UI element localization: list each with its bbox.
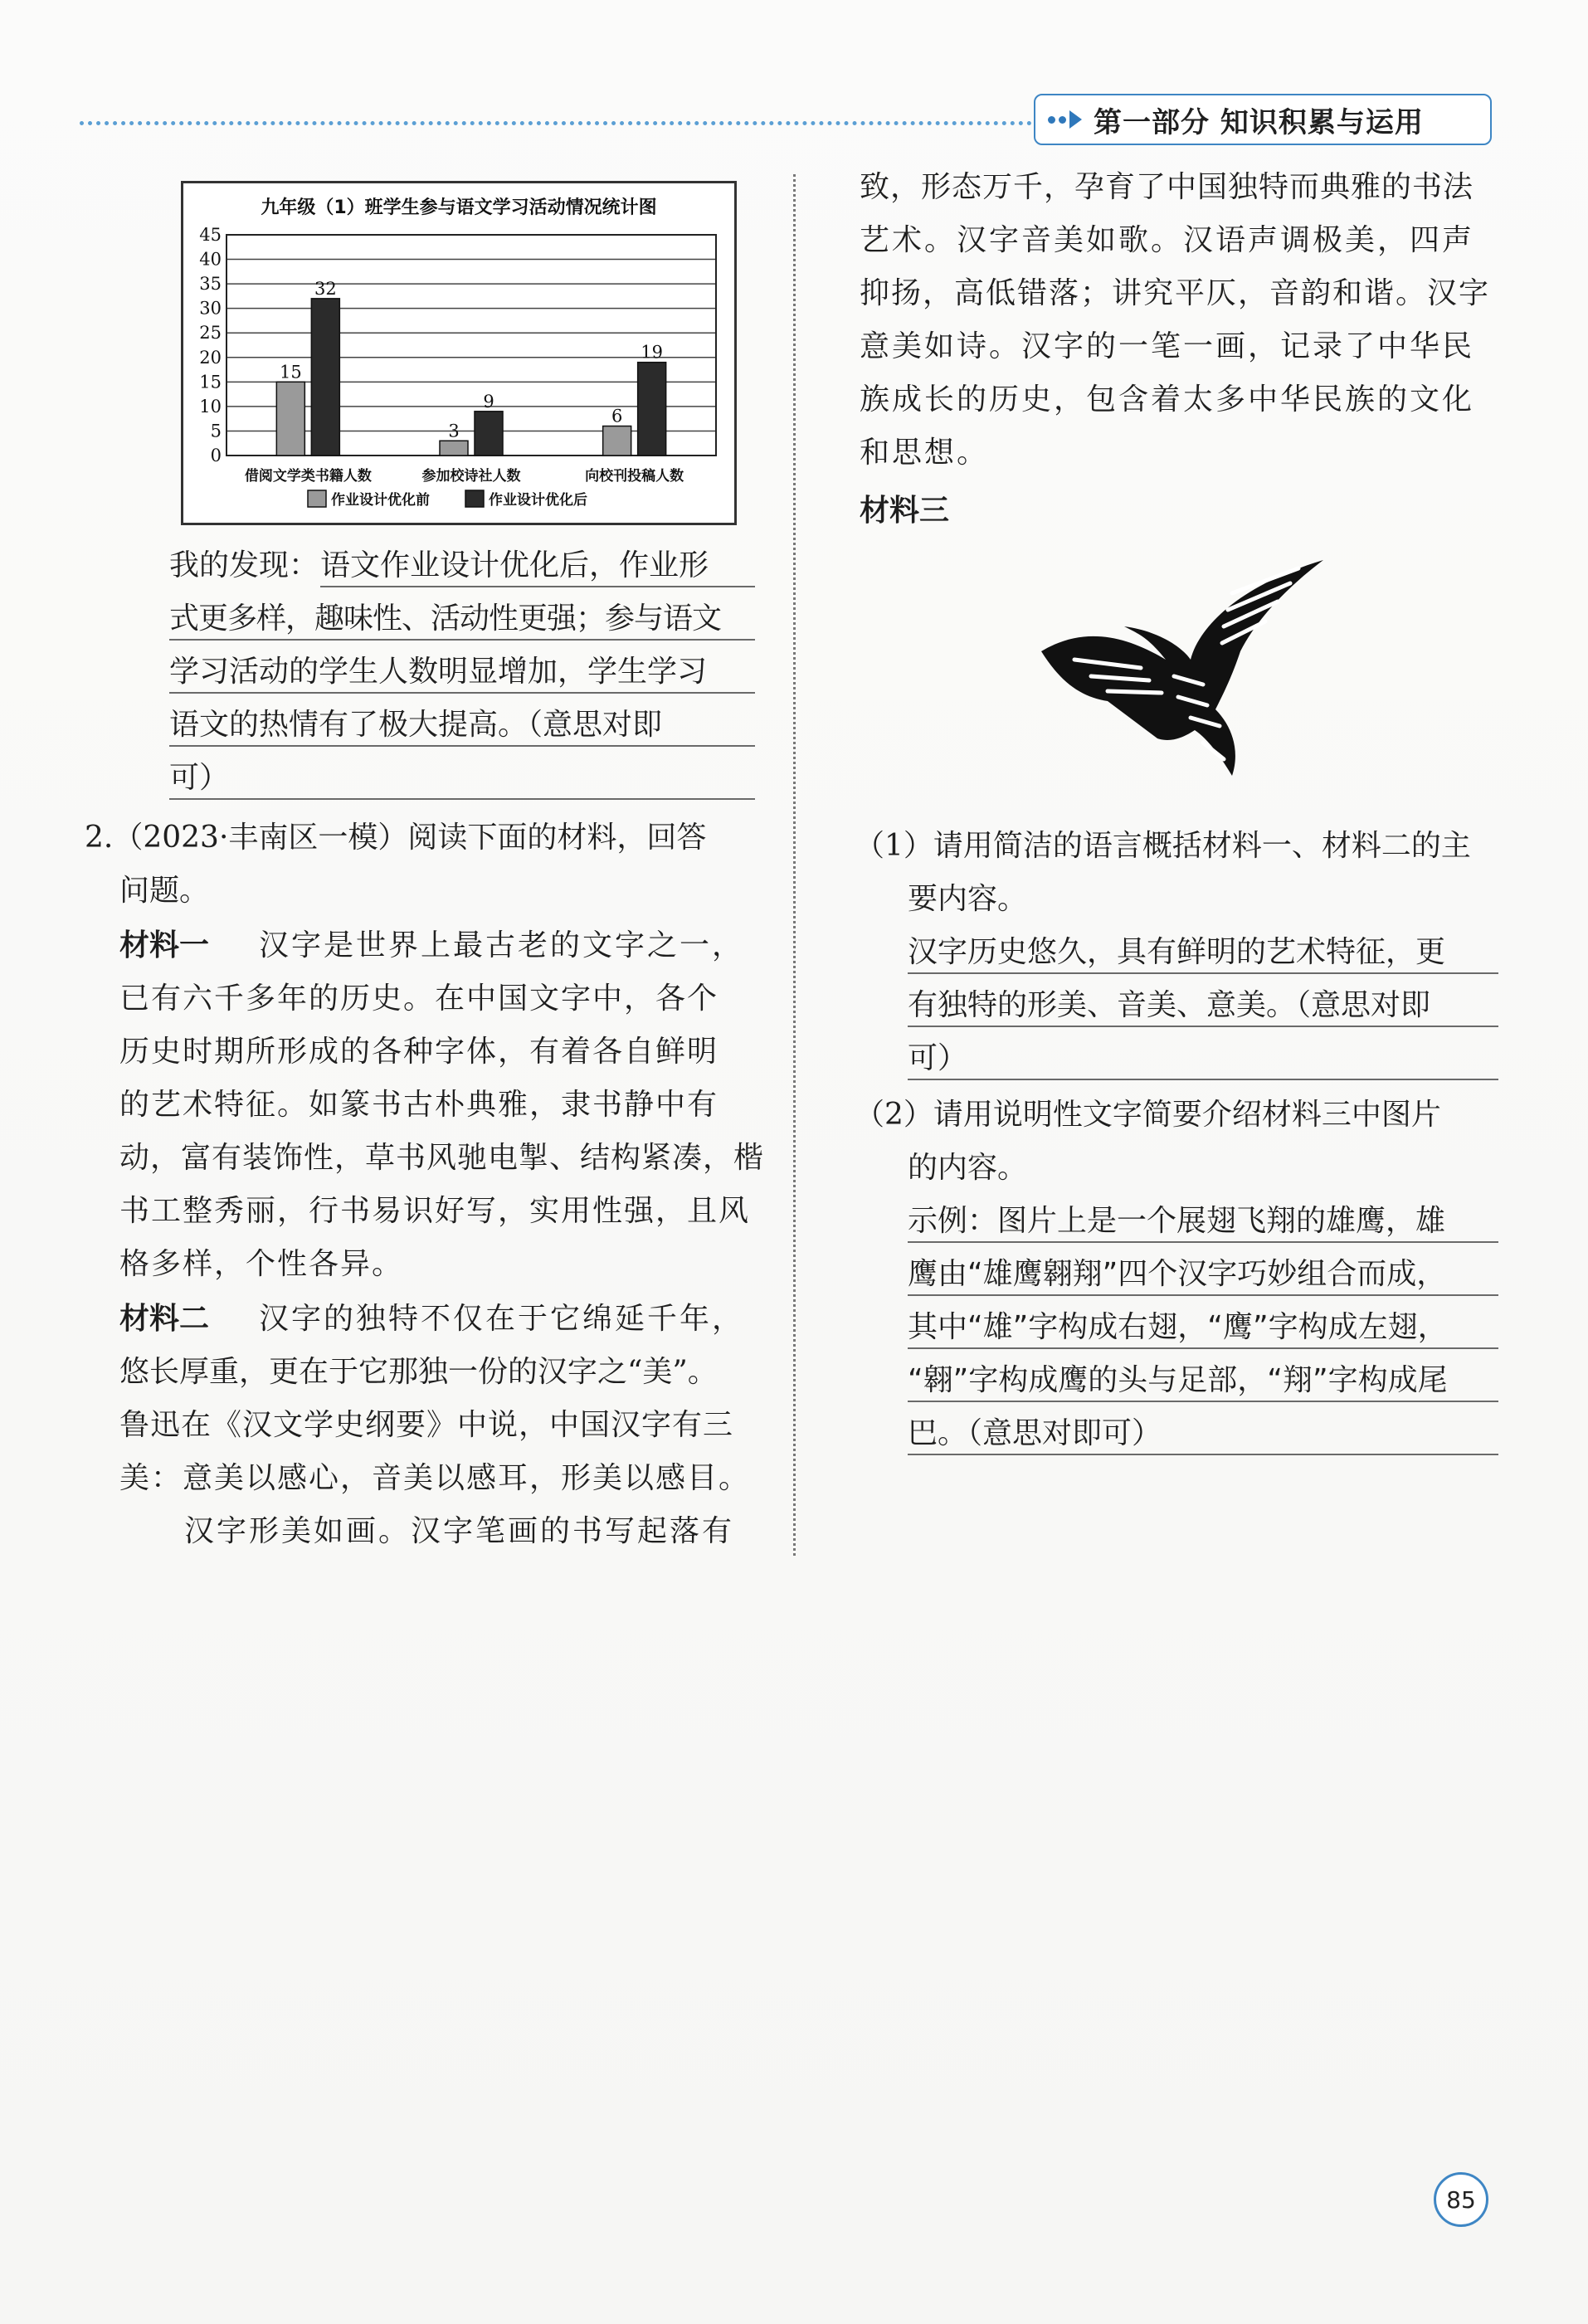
material-1-line-4: 的艺术特征。如篆书古朴典雅，隶书静中有 (119, 1088, 719, 1122)
legend-swatch (465, 490, 484, 507)
y-tick-label: 40 (199, 249, 222, 270)
bar-data-label: 32 (314, 278, 337, 299)
bar (475, 412, 503, 456)
header-dotted-rule (80, 121, 1032, 125)
q2-answer-5: 巴。（意思对即可） (908, 1417, 1498, 1455)
right-line-2: 艺术。汉字音美如歌。汉语声调极美，四声 (860, 223, 1475, 257)
material-2-line-4: 美：意美以感心，音美以感耳，形美以感目。 (119, 1461, 751, 1495)
question-2-line-1: 2.（2023·丰南区一模）阅读下面的材料，回答 (85, 821, 707, 855)
chart-canvas (183, 183, 734, 523)
legend-label: 作业设计优化后 (489, 492, 587, 509)
material-1-line-2: 已有六千多年的历史。在中国文字中，各个 (119, 982, 719, 1016)
eagle-calligraphy-image (1025, 560, 1323, 776)
legend-label: 作业设计优化前 (331, 492, 430, 509)
arrow-icon (1035, 95, 1094, 144)
right-line-6: 和思想。 (860, 436, 990, 470)
bar (276, 382, 304, 456)
q2-answer-1: 示例：图片上是一个展翅飞翔的雄鹰，雄 (908, 1205, 1498, 1243)
bar (311, 299, 339, 456)
q2-prompt-2: 的内容。 (908, 1151, 1028, 1185)
material-2-line-3: 鲁迅在《汉文学史纲要》中说，中国汉字有三 (119, 1408, 734, 1442)
chart-title: 九年级（1）班学生参与语文学习活动情况统计图 (261, 197, 657, 218)
question-2-line-2: 问题。 (119, 874, 210, 908)
column-divider (793, 174, 796, 1556)
y-tick-label: 15 (199, 372, 222, 392)
y-tick-label: 10 (199, 396, 222, 417)
finding-line-5: 可） (169, 762, 755, 800)
section-header (1034, 94, 1492, 145)
q1-answer-2: 有独特的形美、音美、意美。（意思对即 (908, 989, 1498, 1027)
bar-chart (181, 181, 737, 525)
finding-line-2: 式更多样，趣味性、活动性更强；参与语文 (169, 602, 755, 641)
x-category-label: 向校刊投稿人数 (585, 468, 684, 485)
y-tick-label: 20 (199, 347, 222, 368)
material-3-heading: 材料三 (860, 494, 950, 528)
q1-answer-3: 可） (908, 1042, 1498, 1080)
finding-line-4: 语文的热情有了极大提高。（意思对即 (169, 709, 755, 747)
q1-answer-1: 汉字历史悠久，具有鲜明的艺术特征，更 (908, 936, 1498, 974)
material-1-heading: 材料一 (119, 928, 210, 962)
q2-answer-4: “翱”字构成鹰的头与足部，“翔”字构成尾 (908, 1364, 1498, 1402)
bar (638, 363, 666, 456)
finding-line-1: 语文作业设计优化后，作业形 (320, 549, 755, 587)
material-2-line-5: 汉字形美如画。汉字笔画的书写起落有 (184, 1514, 735, 1548)
bar-data-label: 6 (611, 406, 623, 426)
q1-prompt-2: 要内容。 (908, 882, 1028, 916)
material-1-line-3: 历史时期所形成的各种字体，有着各自鲜明 (119, 1035, 719, 1069)
y-tick-label: 35 (199, 274, 222, 295)
bar (603, 426, 631, 456)
right-line-4: 意美如诗。汉字的一笔一画，记录了中华民 (860, 329, 1475, 363)
y-tick-label: 30 (199, 298, 222, 319)
y-tick-label: 25 (199, 323, 222, 343)
material-1-line-1: 汉字是世界上最古老的文字之一， (259, 928, 745, 962)
right-line-1: 致，形态万千，孕育了中国独特而典雅的书法 (860, 170, 1474, 204)
page-number: 85 (1434, 2172, 1488, 2227)
q2-answer-3: 其中“雄”字构成右翅，“鹰”字构成左翅， (908, 1311, 1498, 1349)
x-category-label: 参加校诗社人数 (421, 468, 521, 485)
finding-label: 我的发现： (169, 548, 319, 582)
y-tick-label: 45 (199, 225, 222, 245)
section-title: 第一部分 知识积累与运用 (1094, 105, 1424, 139)
y-tick-label: 5 (210, 421, 222, 441)
material-1-line-6: 书工整秀丽，行书易识好写，实用性强，且风 (119, 1194, 751, 1228)
legend-swatch (308, 490, 326, 507)
bar-data-label: 9 (483, 391, 494, 412)
material-1-line-7: 格多样，个性各异。 (119, 1247, 404, 1281)
material-2-heading: 材料二 (119, 1302, 210, 1336)
right-line-5: 族成长的历史，包含着太多中华民族的文化 (860, 382, 1475, 417)
q1-prompt-1: （1）请用简洁的语言概括材料一、材料二的主 (855, 829, 1471, 863)
material-2-line-2: 悠长厚重，更在于它那独一份的汉字之“美”。 (119, 1355, 718, 1389)
bar (440, 441, 468, 456)
x-category-label: 借阅文学类书籍人数 (244, 468, 372, 485)
bar-data-label: 3 (448, 421, 460, 441)
q2-prompt-1: （2）请用说明性文字简要介绍材料三中图片 (855, 1098, 1441, 1132)
q2-answer-2: 鹰由“雄鹰翱翔”四个汉字巧妙组合而成， (908, 1258, 1498, 1296)
material-2-line-1: 汉字的独特不仅在于它绵延千年， (259, 1302, 745, 1336)
bar-data-label: 15 (279, 362, 302, 382)
bar-data-label: 19 (641, 342, 664, 363)
y-tick-label: 0 (210, 446, 222, 465)
material-1-line-5: 动，富有装饰性，草书风驰电掣、结构紧凑，楷 (119, 1141, 765, 1175)
finding-line-3: 学习活动的学生人数明显增加，学生学习 (169, 655, 755, 694)
right-line-3: 抑扬，高低错落；讲究平仄，音韵和谐。汉字 (860, 276, 1491, 310)
